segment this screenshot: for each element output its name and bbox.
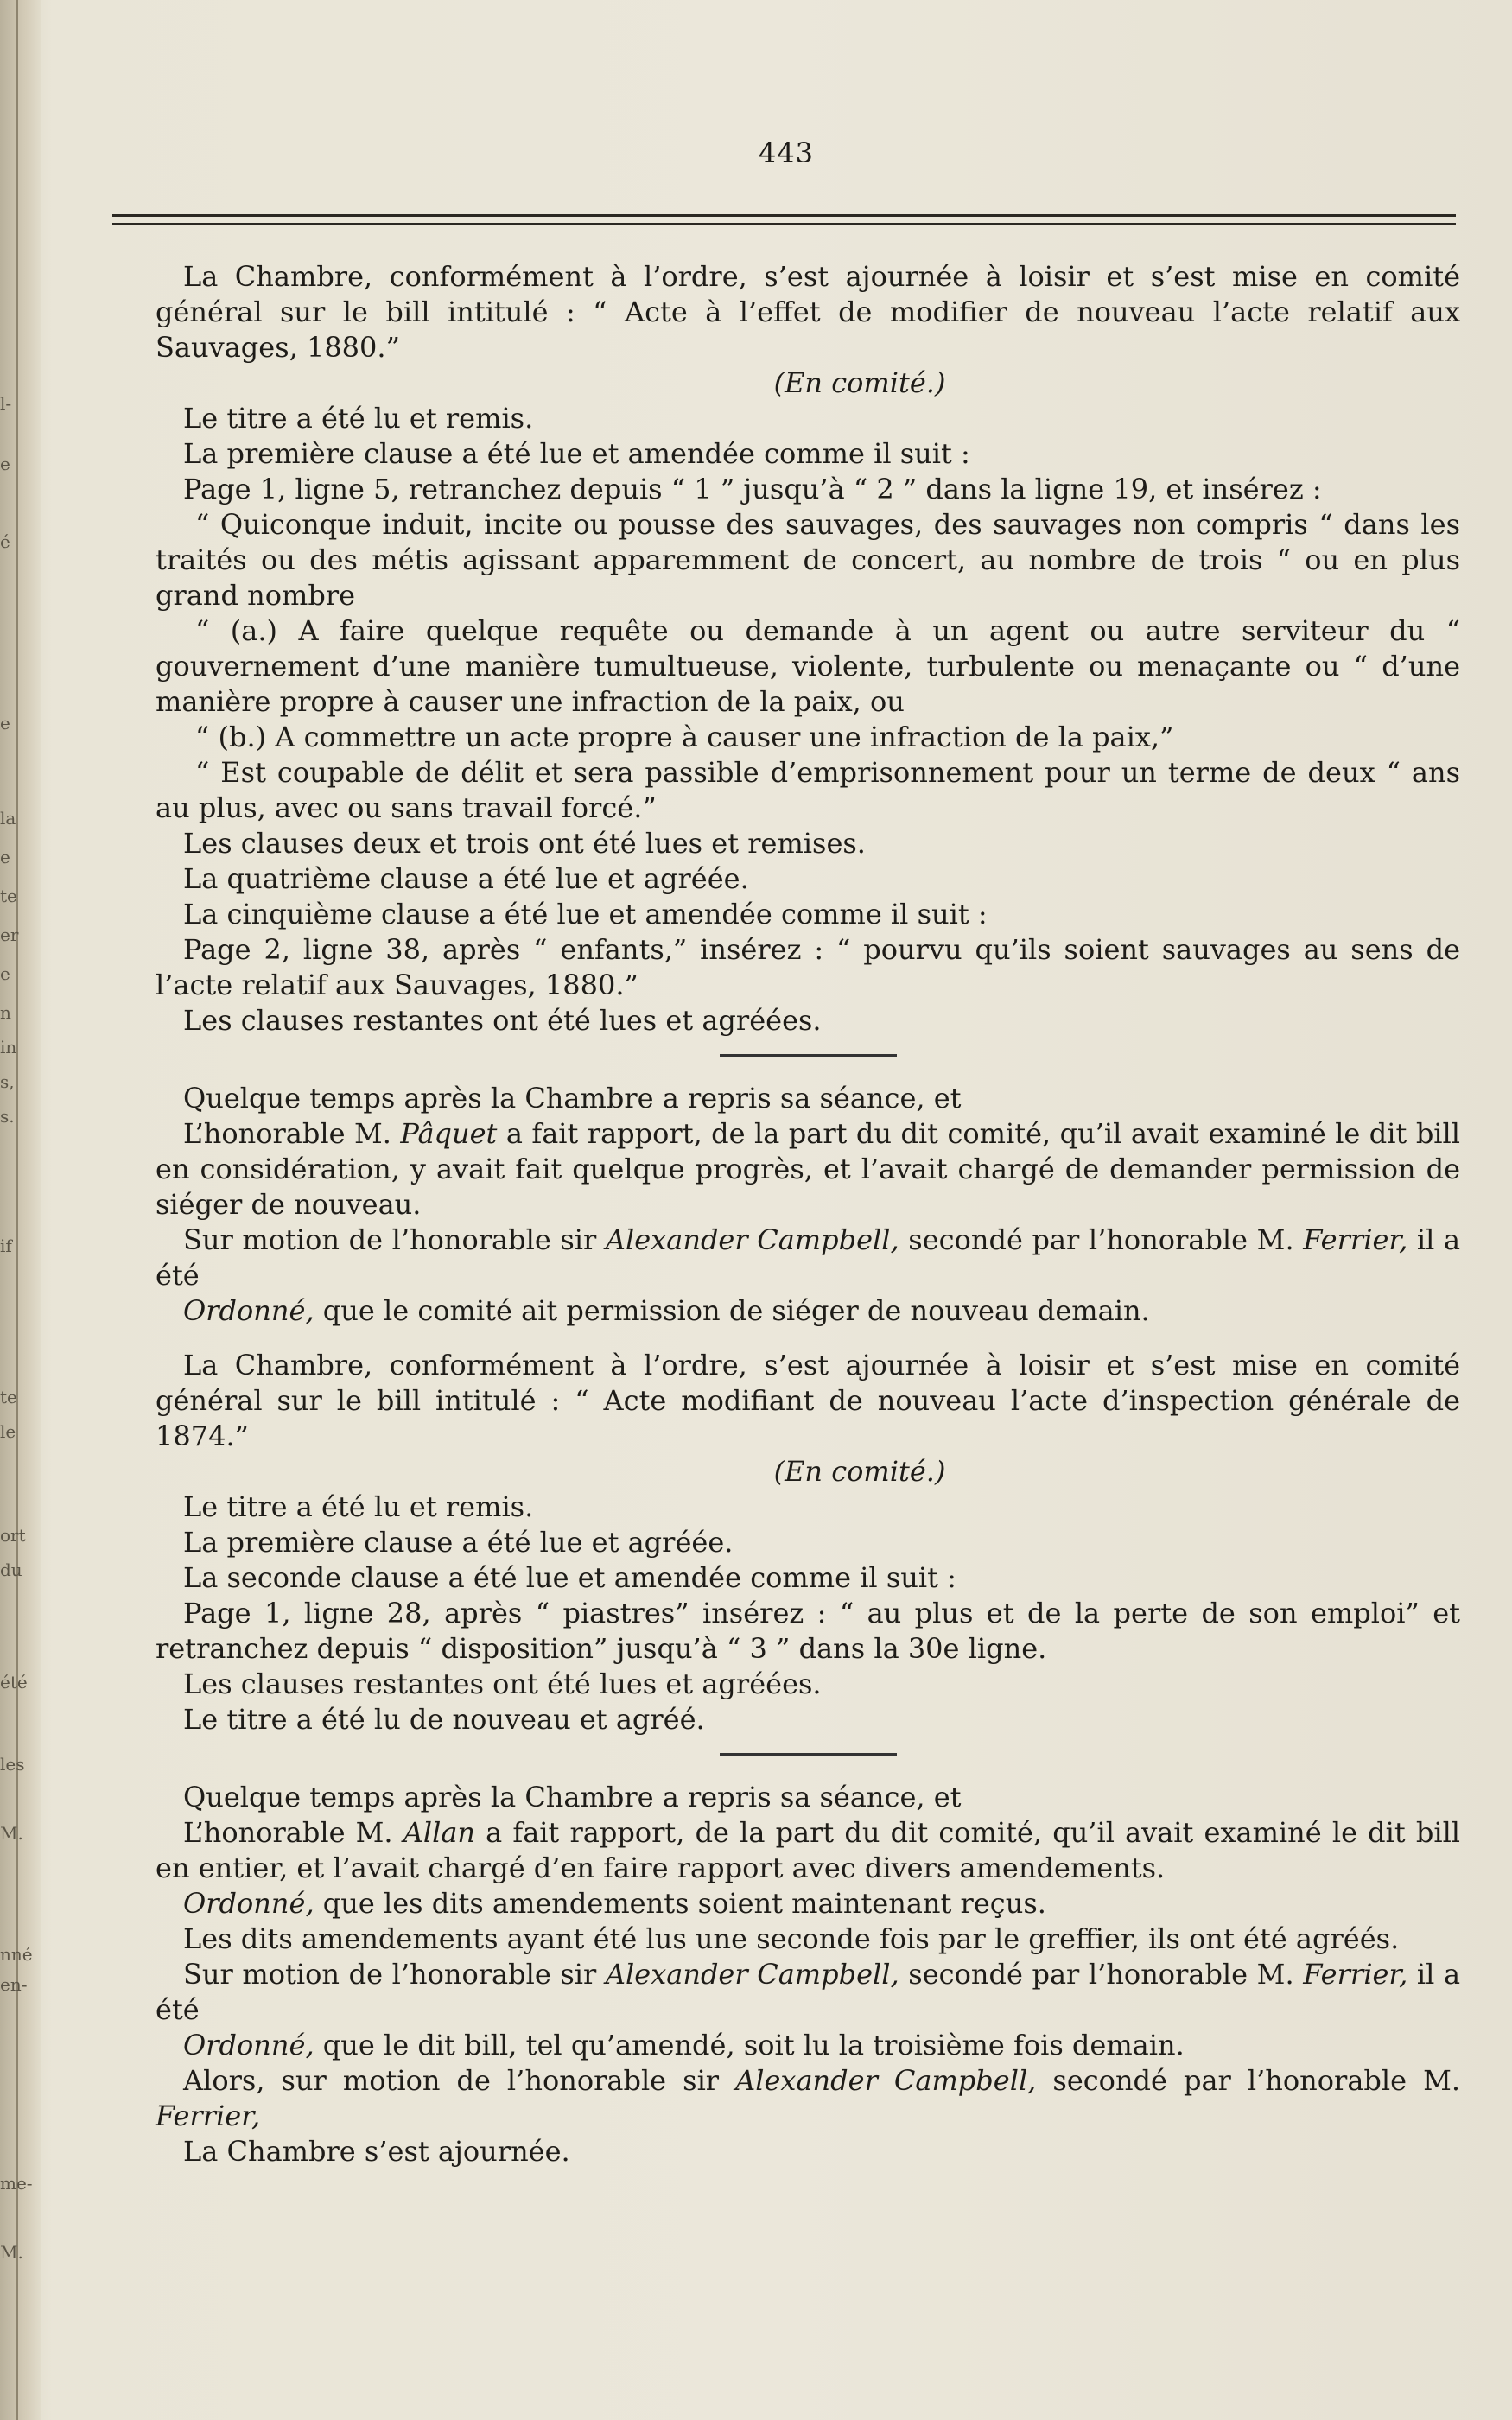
report-text: a fait rapport, de la part du dit comité, qu’il avait examiné le dit bill en entier, et l’avait chargé d’en faire rapport avec divers amendements.	[156, 1816, 1461, 1884]
quote-penalty: “ Est coupable de délit et sera passible d’emprisonnement pour un terme de deux “ ans au plus, avec ou sans travail forcé.”	[156, 756, 1460, 824]
section-allan-report	[156, 1780, 1460, 2169]
member-name-ferrier: Ferrier,	[1303, 1958, 1408, 1991]
paragraph-title-read: Le titre a été lu et remis.	[183, 1490, 534, 1523]
margin-fragment: e	[0, 847, 10, 867]
en-comite-text: (En comité.)	[773, 366, 946, 399]
ordonne-label: Ordonné,	[183, 2029, 314, 2061]
section-indian-act-committee	[156, 259, 1460, 1039]
margin-fragment: été	[0, 1672, 28, 1693]
paragraph-title-agreed: Le titre a été lu de nouveau et agréé.	[183, 1703, 705, 1736]
paragraph-inspection-opening: La Chambre, conformément à l’ordre, s’est ajournée à loisir et s’est mise en comité général sur le bill intitulé : “ Acte modifiant de nouveau l’acte d’inspection générale de 1874.”	[156, 1349, 1460, 1452]
paragraph-fourth-clause: La quatrième clause a été lue et agréée.	[183, 862, 749, 895]
member-name-ferrier: Ferrier,	[156, 2099, 261, 2132]
margin-fragment: ort	[0, 1525, 26, 1546]
ordonne-text: que le dit bill, tel qu’amendé, soit lu la troisième fois demain.	[322, 2029, 1185, 2061]
ordonne-label: Ordonné,	[183, 1887, 314, 1920]
margin-fragment: te	[0, 886, 17, 906]
motion-suffix: il a été	[156, 1958, 1461, 2026]
paragraph-page2-amendment: Page 2, ligne 38, après “ enfants,” insérez : “ pourvu qu’ils soient sauvages au sens de l’acte relatif aux Sauvages, 1880.”	[156, 933, 1460, 1001]
motion-prefix: Sur motion de l’honorable sir	[183, 1958, 597, 1991]
member-name-ferrier: Ferrier,	[1303, 1223, 1408, 1256]
member-name-allan: Allan	[403, 1816, 476, 1849]
margin-fragment: nné	[0, 1944, 33, 1965]
paragraph-amendments-agreed: Les dits amendements ayant été lus une seconde fois par le greffier, ils ont été agréés.	[183, 1922, 1400, 1955]
margin-fragment: er	[0, 924, 19, 945]
margin-fragment: s.	[0, 1106, 15, 1127]
report-prefix: L’honorable M.	[183, 1816, 393, 1849]
binding-edge-line	[16, 0, 18, 2420]
paragraph-motion	[156, 1957, 1460, 2028]
margin-fragment: M.	[0, 2242, 23, 2263]
member-name-campbell: Alexander Campbell,	[735, 2064, 1037, 2097]
ordonne-label: Ordonné,	[183, 1294, 314, 1327]
paragraph-ordered-amendments	[156, 1886, 1460, 1921]
paragraph-paquet-report	[156, 1116, 1460, 1223]
paragraph-motion	[156, 1223, 1460, 1293]
margin-fragment: in	[0, 1037, 17, 1058]
paragraph-remaining-clauses: Les clauses restantes ont été lues et agréées.	[183, 1667, 822, 1700]
paragraph-committee-opening: La Chambre, conformément à l’ordre, s’est ajournée à loisir et s’est mise en comité général sur le bill intitulé : “ Acte à l’effet de modifier de nouveau l’acte relatif aux Sauvages, 1880.”	[156, 260, 1460, 364]
en-comite-heading	[259, 1454, 1460, 1489]
margin-fragment: te	[0, 1387, 17, 1407]
paragraph-second-clause: La seconde clause a été lue et amendée comme il suit :	[183, 1561, 956, 1594]
spacer	[156, 1329, 1460, 1348]
paragraph-remaining-clauses: Les clauses restantes ont été lues et agréées.	[183, 1004, 822, 1037]
paragraph-resumed-sitting: Quelque temps après la Chambre a repris sa séance, et	[183, 1082, 962, 1115]
paragraph-ordered-third-reading	[156, 2028, 1460, 2063]
en-comite-heading	[259, 365, 1460, 401]
quote-clause-a: “ (a.) A faire quelque requête ou demande à un agent ou autre serviteur du “ gouvernement d’une manière tumultueuse, violente, turbulente ou menaçante ou “ d’une manière propre à causer une infraction de la paix, ou	[156, 614, 1460, 718]
report-text: a fait rapport, de la part du dit comité, qu’il avait examiné le dit bill en considération, y avait fait quelque progrès, et l’avait chargé de demander permission de siéger de nouveau.	[156, 1117, 1461, 1221]
member-name-campbell: Alexander Campbell,	[605, 1223, 899, 1256]
quote-quiconque: “ Quiconque induit, incite ou pousse des sauvages, des sauvages non compris “ dans les traités ou des métis agissant apparemment de concert, au nombre de trois “ ou en plus grand nombre	[156, 508, 1460, 612]
paragraph-adjourned: La Chambre s’est ajournée.	[183, 2135, 570, 2168]
ordonne-text: que le comité ait permission de siéger de nouveau demain.	[322, 1294, 1150, 1327]
margin-fragment: l-	[0, 393, 12, 414]
margin-fragment: e	[0, 454, 10, 474]
header-rule-bottom	[112, 223, 1456, 225]
section-separator	[720, 1753, 897, 1756]
paragraph-clauses-two-three: Les clauses deux et trois ont été lues et remises.	[183, 827, 866, 860]
motion-suffix: il a été	[156, 1223, 1461, 1292]
report-prefix: L’honorable M.	[183, 1117, 391, 1150]
page-body	[156, 259, 1460, 2169]
paragraph-page1-amendment: Page 1, ligne 5, retranchez depuis “ 1 ” jusqu’à “ 2 ” dans la ligne 19, et insérez :	[183, 473, 1322, 505]
margin-fragment: n	[0, 1002, 11, 1023]
margin-fragment: M.	[0, 1823, 23, 1844]
motion-seconded: secondé par l’honorable M.	[908, 1958, 1294, 1991]
ordonne-text: que les dits amendements soient maintenant reçus.	[322, 1887, 1046, 1920]
margin-fragment: les	[0, 1754, 25, 1775]
header-rule-top	[112, 214, 1456, 217]
paragraph-title-read: Le titre a été lu et remis.	[183, 402, 534, 435]
final-motion-seconded: secondé par l’honorable M.	[1052, 2064, 1461, 2097]
margin-fragment: é	[0, 531, 10, 552]
margin-fragment: en-	[0, 1974, 28, 1995]
section-inspection-act-committee	[156, 1348, 1460, 1737]
final-motion-prefix: Alors, sur motion de l’honorable sir	[183, 2064, 720, 2097]
section-paquet-report	[156, 1081, 1460, 1329]
margin-fragment: la	[0, 808, 16, 829]
motion-prefix: Sur motion de l’honorable sir	[183, 1223, 597, 1256]
margin-fragment: me-	[0, 2173, 33, 2194]
margin-fragment: e	[0, 713, 10, 734]
paragraph-first-clause: La première clause a été lue et agréée.	[183, 1526, 734, 1559]
paragraph-ordered	[156, 1293, 1460, 1329]
margin-fragment: du	[0, 1559, 22, 1580]
paragraph-resumed-sitting: Quelque temps après la Chambre a repris sa séance, et	[183, 1781, 962, 1813]
paragraph-first-clause: La première clause a été lue et amendée comme il suit :	[183, 437, 970, 470]
margin-fragment: e	[0, 963, 10, 984]
paragraph-fifth-clause: La cinquième clause a été lue et amendée comme il suit :	[183, 898, 988, 931]
member-name-paquet: Pâquet	[400, 1117, 498, 1150]
margin-fragment: le	[0, 1421, 16, 1442]
page-number: 443	[758, 137, 815, 169]
margin-fragment: if	[0, 1235, 12, 1256]
quote-clause-b: “ (b.) A commettre un acte propre à causer une infraction de la paix,”	[195, 721, 1174, 753]
paragraph-page1-line28-amendment: Page 1, ligne 28, après “ piastres” insérez : “ au plus et de la perte de son emploi” et retranchez depuis “ disposition” jusqu’à “ 3 ” dans la 30e ligne.	[156, 1597, 1460, 1665]
en-comite-text: (En comité.)	[773, 1455, 946, 1488]
member-name-campbell: Alexander Campbell,	[605, 1958, 899, 1991]
section-separator	[720, 1054, 897, 1057]
motion-seconded: secondé par l’honorable M.	[908, 1223, 1294, 1256]
margin-fragment: s,	[0, 1071, 15, 1092]
book-binding	[0, 0, 41, 2420]
paragraph-allan-report	[156, 1815, 1460, 1886]
paragraph-final-motion	[156, 2063, 1460, 2134]
